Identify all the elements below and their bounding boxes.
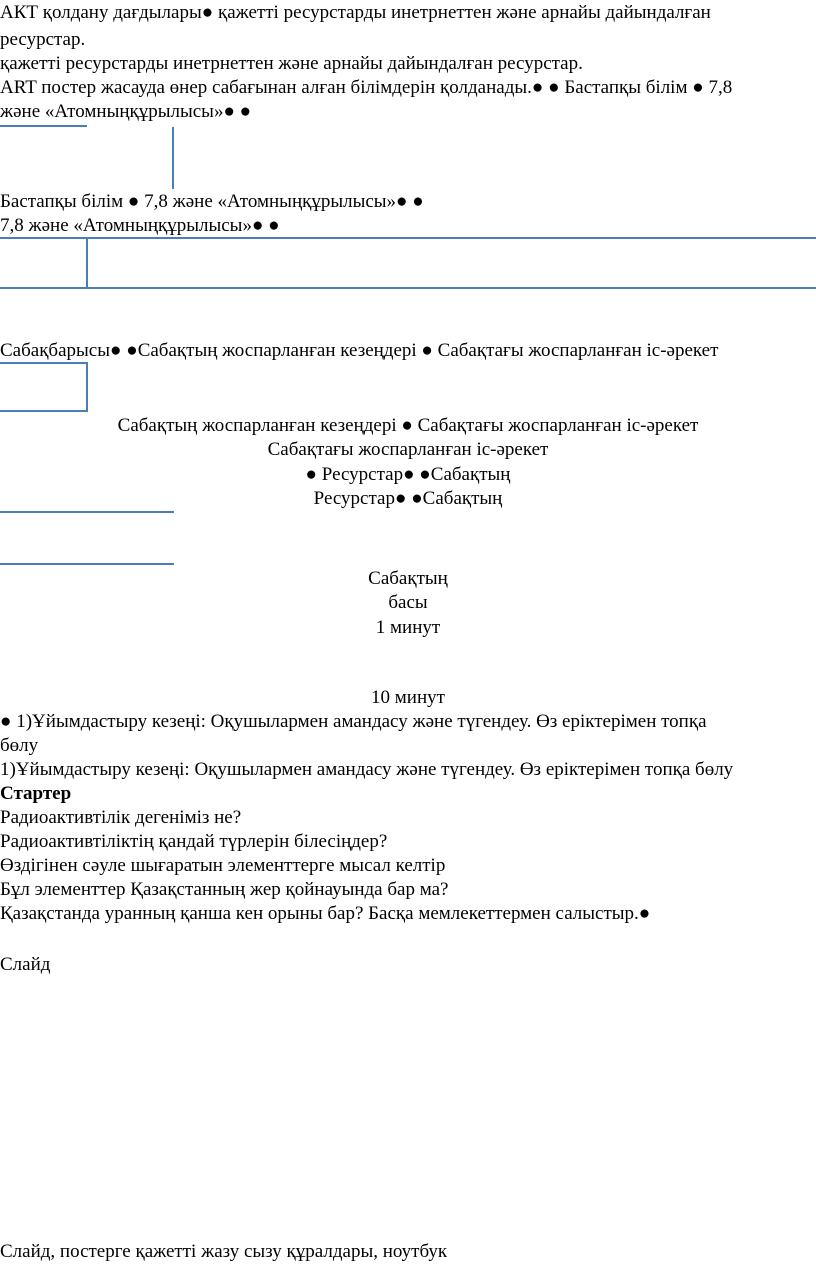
stage-duration: 1 минут <box>375 617 441 638</box>
stage-subtitle: басы <box>388 592 428 613</box>
text-line: бөлу <box>0 735 39 756</box>
text-line: ART постер жасауда өнер сабағынан алған білімдерін қолданады.● ● Бастапқы білім ● 7,8 <box>0 77 733 98</box>
question-item: Радиоактивтіліктің қандай түрлерін білесіңдер? <box>0 831 388 852</box>
question-item: Өздігінен сәуле шығаратын элементтерге мысал келтір <box>0 855 446 876</box>
lesson-progress-header: Сабақбарысы● ●Сабақтың жоспарланған кезеңдері ● Сабақтағы жоспарланған іс-әрекет <box>0 340 719 361</box>
table-rule <box>86 364 88 412</box>
text-line: Сабақтағы жоспарланған іс-әрекет <box>267 439 549 460</box>
table-rule <box>0 511 174 513</box>
table-rule <box>0 287 816 289</box>
text-line: Ресурстар● ●Сабақтың <box>313 488 503 509</box>
table-rule <box>86 239 88 287</box>
text-line: ресурстар. <box>0 29 86 50</box>
text-line: АКТ қолдану дағдылары● қажетті ресурстарды инетрнеттен және арнайы дайындалған <box>0 2 711 23</box>
text-line: ● 1)Ұйымдастыру кезеңі: Оқушылармен амандасу және түгендеу. Өз еріктерімен топқа <box>0 711 707 732</box>
text-line: Бастапқы білім ● 7,8 және «Атомныңқұрылысы»● ● <box>0 191 424 212</box>
table-rule <box>0 125 87 127</box>
text-line: Сабақтың жоспарланған кезеңдері ● Сабақтағы жоспарланған іс-әрекет <box>117 415 699 436</box>
text-line: ● Ресурстар● ●Сабақтың <box>305 464 511 485</box>
text-line: және «Атомныңқұрылысы»● ● <box>0 101 252 122</box>
table-rule <box>172 127 174 189</box>
starter-heading: Стартер <box>0 783 72 804</box>
question-item: Радиоактивтілік дегеніміз не? <box>0 807 242 828</box>
table-rule <box>0 563 174 565</box>
text-line: 1)Ұйымдастыру кезеңі: Оқушылармен амандасу және түгендеу. Өз еріктерімен топқа бөлу <box>0 759 734 780</box>
stage-title: Сабақтың <box>368 568 448 589</box>
resource-label: Слайд, постерге қажетті жазу сызу құралдары, ноутбук <box>0 1241 448 1262</box>
resource-label: Слайд <box>0 954 51 975</box>
stage-duration: 10 минут <box>371 687 445 708</box>
text-line: 7,8 және «Атомныңқұрылысы»● ● <box>0 215 280 236</box>
question-item: Бұл элементтер Қазақстанның жер қойнауында бар ма? <box>0 879 449 900</box>
question-item: Қазақстанда уранның қанша кен орыны бар? Басқа мемлекеттермен салыстыр.● <box>0 903 651 924</box>
text-line: қажетті ресурстарды инетрнеттен және арнайы дайындалған ресурстар. <box>0 53 583 74</box>
table-rule <box>0 410 88 412</box>
